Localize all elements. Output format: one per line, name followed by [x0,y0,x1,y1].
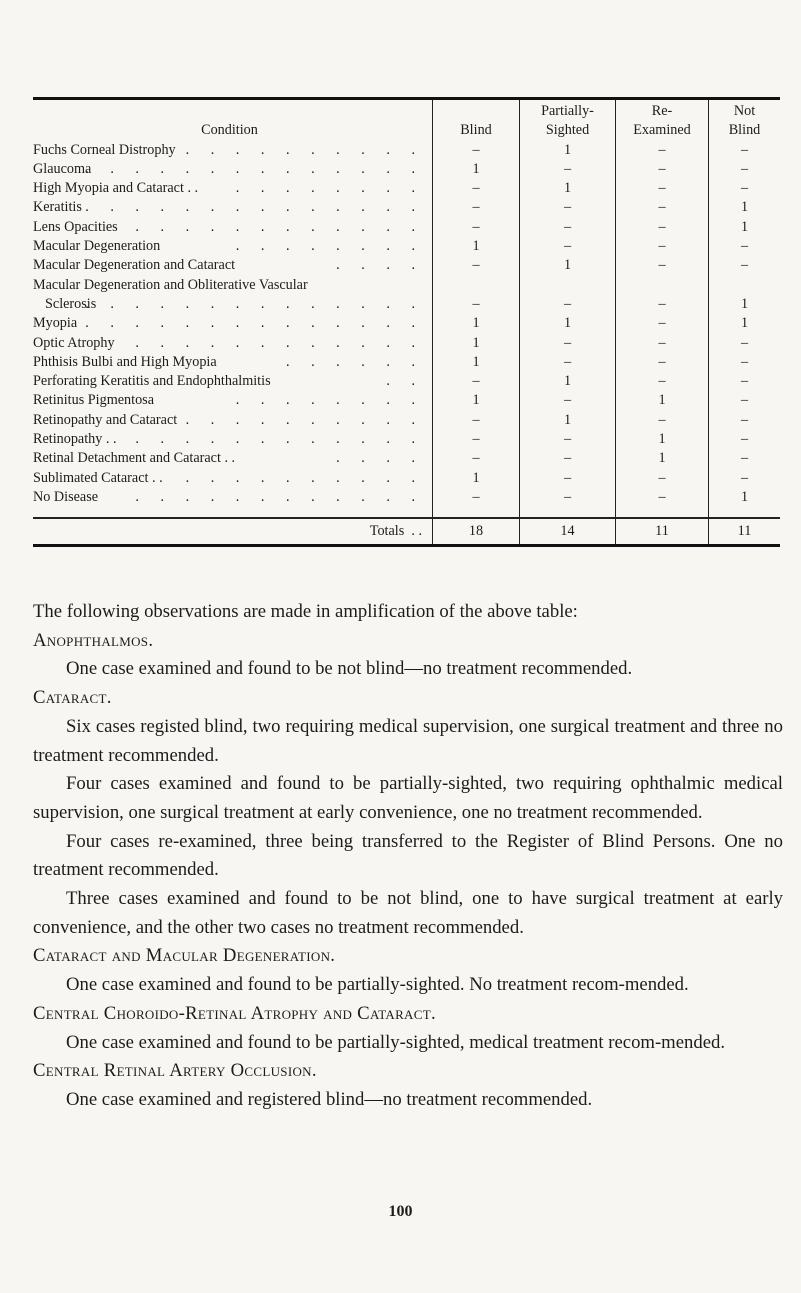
cell-notblind: – [708,334,780,353]
cell-partial: 1 [519,314,615,333]
leader-dots: . . . . . . . . . . . . [135,431,424,448]
cell-reexam: – [615,198,708,217]
table-bottom-rule [33,544,780,547]
condition-label: Retinopathy . . [33,431,117,448]
cell-notblind: – [708,372,780,391]
cell-reexam: 1 [615,430,708,449]
table-body-a [33,141,780,276]
cell-notblind: 1 [708,488,780,507]
paragraph: Six cases registed blind, two requiring medical supervision, one surgical treatment and three no treatment recommended. [33,715,783,766]
cell-blind: 1 [432,160,519,179]
cell-reexam: – [615,469,708,488]
section-heading: Cataract. [33,687,112,709]
cell-blind: 1 [432,314,519,333]
header-not-blind: Not Blind [708,100,780,141]
leader-dots: . . . . . . . . . . . . . . [85,199,424,216]
condition-label: Perforating Keratitis and Endophthalmitis [33,373,271,390]
cell-notblind: 1 [708,276,780,315]
leader-dots: . . . . . . [285,353,424,370]
cell-blind: – [432,141,519,160]
condition-label: Retinitus Pigmentosa [33,392,154,409]
cell-blind: – [432,449,519,468]
table-row [33,314,780,333]
cell-notblind: – [708,237,780,256]
leader-dots: . . [411,522,422,539]
cell-partial: – [519,237,615,256]
condition-label: Myopia [33,315,78,332]
cell-partial: – [519,353,615,372]
cell-blind: 1 [432,334,519,353]
cell-reexam: 1 [615,449,708,468]
cell-blind: – [432,218,519,237]
cell-reexam: – [615,141,708,160]
header-partially-sighted: Partially- Sighted [519,100,615,141]
condition-label: Macular Degeneration and Obliterative Vascular [33,276,308,293]
cell-blind: – [432,179,519,198]
cell-blind: – [432,430,519,449]
table-row [33,449,780,468]
table-spacer [33,507,780,517]
cell-blind: 1 [432,391,519,410]
totals-label: Totals [369,522,405,539]
condition-label: Keratitis [33,199,82,216]
paragraph: One case examined and registered blind—no treatment recommended. [66,1088,593,1110]
cell-reexam: – [615,256,708,275]
condition-label: Macular Degeneration and Cataract [33,257,236,274]
total-notblind: 11 [708,519,780,544]
cell-reexam: – [615,276,708,315]
condition-label: Retinal Detachment and Cataract . . [33,450,236,467]
section-heading: Cataract and Macular Degeneration. [33,945,336,967]
cell-notblind: – [708,141,780,160]
cell-notblind: – [708,391,780,410]
cell-partial: – [519,449,615,468]
cell-blind: – [432,488,519,507]
page-number: 100 [388,1203,413,1220]
condition-label: High Myopia and Cataract . . [33,180,199,197]
table-body-b [33,314,780,507]
table-row [33,334,780,353]
leader-dots: . . . . . . . . . . . . [135,334,424,351]
total-blind: 18 [432,519,519,544]
cell-blind: 1 [432,237,519,256]
header-condition: Condition [201,122,258,139]
cell-partial: 1 [519,179,615,198]
paragraph: Four cases re-examined, three being transferred to the Register of Blind Persons. One no treatment recommended. [33,830,783,881]
leader-dots: . . . . . . . . . . . . . . [85,315,424,332]
table-row [33,218,780,237]
leader-dots: . . . . . . . . . . [185,141,424,158]
cell-partial: 1 [519,256,615,275]
cell-reexam: – [615,488,708,507]
condition-label: Phthisis Bulbi and High Myopia [33,353,217,370]
cell-reexam: – [615,179,708,198]
paragraph: One case examined and found to be not blind—no treatment recommended. [66,658,633,680]
table-row [33,141,780,160]
condition-label: Macular Degeneration [33,238,161,255]
condition-label-cont: Sclerosis [45,295,97,312]
table-row [33,198,780,217]
section-heading: Anophthalmos. [33,629,154,651]
table-row [33,276,780,315]
cell-reexam: – [615,160,708,179]
condition-label: Lens Opacities [33,218,118,235]
condition-label: Sublimated Cataract . . [33,469,163,486]
table-row [33,256,780,275]
leader-dots: . . . . . . . . . . [185,411,424,428]
cell-partial: 1 [519,411,615,430]
leader-dots: . . . . [336,257,424,274]
cell-notblind: – [708,430,780,449]
cell-notblind: – [708,256,780,275]
cell-partial: – [519,218,615,237]
cell-blind: – [432,256,519,275]
section-heading: Central Retinal Artery Occlusion. [33,1060,317,1082]
cell-notblind: – [708,449,780,468]
total-partial: 14 [519,519,615,544]
conditions-table [33,97,780,547]
cell-notblind: – [708,179,780,198]
cell-blind: – [432,198,519,217]
condition-label: Optic Atrophy [33,334,115,351]
intro-paragraph: The following observations are made in amplification of the above table: [33,601,578,622]
table-row [33,372,780,391]
paragraph: Three cases examined and found to be not blind, one to have surgical treatment at early convenience, and the other two cases no treatment recommended. [33,888,783,938]
cell-notblind: – [708,353,780,372]
leader-dots: . . . . [336,450,424,467]
cell-partial: – [519,469,615,488]
total-reexam: 11 [615,519,708,544]
table-row [33,469,780,488]
leader-dots: . . . . . . . . [235,238,424,255]
cell-reexam: – [615,218,708,237]
table-row [33,488,780,507]
cell-reexam: – [615,237,708,256]
cell-partial: 1 [519,372,615,391]
leader-dots: . . . . . . . . [235,180,424,197]
cell-blind: – [432,411,519,430]
observations-text [33,598,783,1115]
leader-dots: . . . . . . . . . . . . [135,218,424,235]
cell-blind: 1 [432,353,519,372]
paragraph: Four cases examined and found to be partially-sighted, two requiring ophthalmic medical supervision, one surgical treatment at early convenience, one no treatment recommended. [33,773,783,823]
cell-notblind: 1 [708,218,780,237]
cell-notblind: – [708,411,780,430]
cell-reexam: 1 [615,391,708,410]
condition-label: No Disease [33,488,99,505]
totals-row [33,519,780,544]
paragraph: One case examined and found to be partially-sighted, medical treatment recom-mended. [66,1031,725,1053]
cell-blind: – [432,276,519,315]
leader-dots: . . [386,373,424,390]
table-row [33,430,780,449]
condition-label: Glaucoma [33,160,92,177]
condition-label: Retinopathy and Cataract [33,411,178,428]
table-row [33,411,780,430]
table-row [33,160,780,179]
cell-partial: – [519,391,615,410]
leader-dots: . . . . . . . . . . . . . . [85,295,424,312]
cell-notblind: – [708,160,780,179]
cell-blind: 1 [432,469,519,488]
header-re-examined: Re- Examined [615,100,708,141]
leader-dots: . . . . . . . . [235,392,424,409]
table-row [33,237,780,256]
cell-notblind: 1 [708,198,780,217]
cell-reexam: – [615,372,708,391]
cell-partial: – [519,276,615,315]
cell-partial: – [519,334,615,353]
cell-reexam: – [615,353,708,372]
cell-partial: – [519,160,615,179]
table-row [33,179,780,198]
cell-partial: – [519,488,615,507]
cell-reexam: – [615,411,708,430]
paragraph: One case examined and found to be partially-sighted. No treatment recom-mended. [66,974,689,996]
cell-reexam: – [615,334,708,353]
table-row [33,391,780,410]
cell-notblind: – [708,469,780,488]
table-header-row [33,100,780,141]
cell-notblind: 1 [708,314,780,333]
cell-reexam: – [615,314,708,333]
cell-blind: – [432,372,519,391]
cell-partial: 1 [519,141,615,160]
leader-dots: . . . . . . . . . . [185,469,424,486]
section-heading: Central Choroido-Retinal Atrophy and Cataract. [33,1002,436,1024]
table-row [33,353,780,372]
leader-dots: . . . . . . . . . . . . . . [85,160,424,177]
header-blind: Blind [432,100,519,141]
cell-partial: – [519,198,615,217]
condition-label: Fuchs Corneal Distrophy [33,141,176,158]
cell-partial: – [519,430,615,449]
leader-dots: . . . . . . . . . . . . [135,488,424,505]
